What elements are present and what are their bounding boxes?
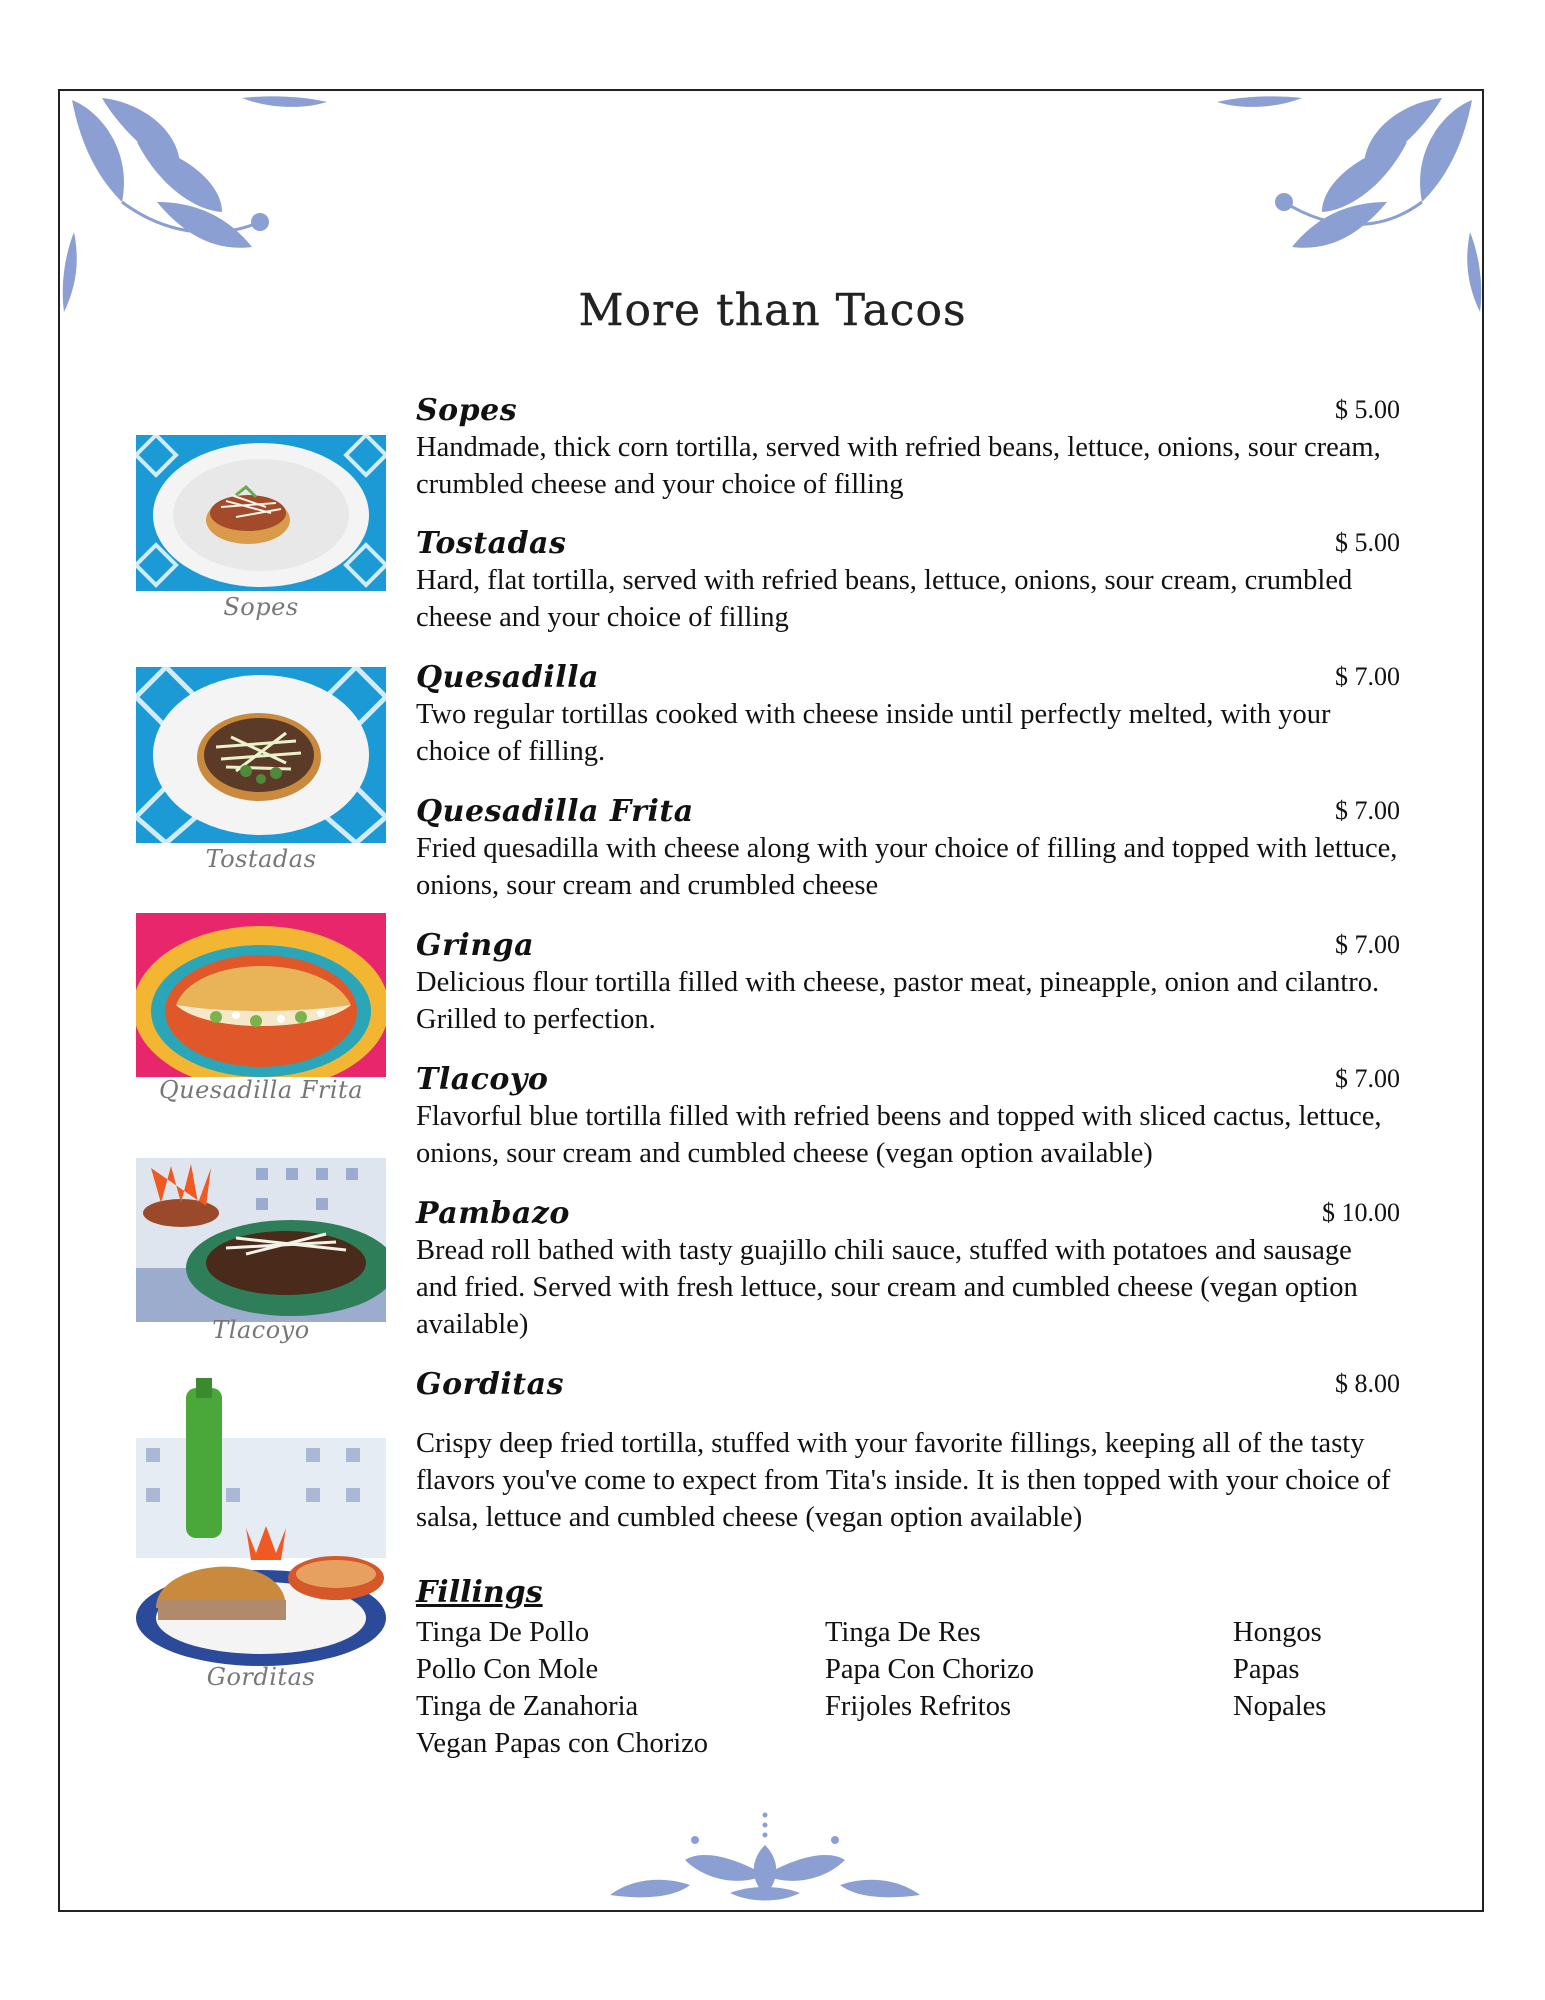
photo-tlacoyo xyxy=(136,1158,386,1322)
fillings-column-3 xyxy=(1233,1614,1326,1725)
bottom-center-ornament xyxy=(600,1805,930,1905)
filling-item: Tinga De Res xyxy=(825,1617,981,1648)
menu-item-tostadas xyxy=(416,526,1400,636)
item-description: Handmade, thick corn tortilla, served with refried beans, lettuce, onions, sour cream, crumbled cheese and your choice of filling xyxy=(416,432,1381,500)
item-description: Bread roll bathed with tasty guajillo chili sauce, stuffed with potatoes and sausage and fried. Served with fresh lettuce, sour cream and cumbled cheese (vegan option available) xyxy=(416,1235,1358,1340)
menu-item-tlacoyo xyxy=(416,1062,1400,1172)
fillings-title: Fillings xyxy=(416,1575,543,1610)
item-description: Delicious flour tortilla filled with cheese, pastor meat, pineapple, onion and cilantro. Grilled to perfection. xyxy=(416,967,1380,1035)
photo-gorditas xyxy=(136,1378,386,1668)
item-description: Flavorful blue tortilla filled with refried beens and topped with sliced cactus, lettuce, onions, sour cream and cumbled cheese (vegan option available) xyxy=(416,1101,1382,1169)
filling-item: Tinga De Pollo xyxy=(416,1617,590,1648)
item-price: $ 7.00 xyxy=(1335,662,1400,691)
fillings-column-2 xyxy=(825,1614,1034,1725)
photo-caption: Tlacoyo xyxy=(212,1316,310,1344)
photo-caption: Gorditas xyxy=(206,1663,316,1691)
menu-item-quesadilla xyxy=(416,660,1400,770)
item-name: Quesadilla xyxy=(416,660,599,695)
filling-item: Hongos xyxy=(1233,1617,1322,1648)
item-description: Crispy deep fried tortilla, stuffed with your favorite fillings, keeping all of the tasty flavors you've come to expect from Tita's inside. It is then topped with your choice of salsa, lettuce and cumbled cheese (vegan option available) xyxy=(416,1428,1391,1533)
item-price: $ 7.00 xyxy=(1335,796,1400,825)
top-right-ornament xyxy=(1212,92,1482,312)
item-price: $ 10.00 xyxy=(1322,1198,1400,1227)
menu-item-gorditas xyxy=(416,1367,1400,1536)
item-price: $ 7.00 xyxy=(1335,1064,1400,1093)
item-name: Pambazo xyxy=(416,1196,570,1231)
item-price: $ 5.00 xyxy=(1335,395,1400,424)
item-name: Quesadilla Frita xyxy=(416,794,694,829)
item-description: Two regular tortillas cooked with cheese inside until perfectly melted, with your choice of filling. xyxy=(416,699,1331,767)
item-price: $ 8.00 xyxy=(1335,1369,1400,1398)
item-price: $ 7.00 xyxy=(1335,930,1400,959)
filling-item: Frijoles Refritos xyxy=(825,1691,1012,1722)
photo-caption: Tostadas xyxy=(205,845,317,873)
page-title: More than Tacos xyxy=(578,285,967,336)
photo-caption: Sopes xyxy=(223,593,299,621)
photo-sopes xyxy=(136,435,386,591)
menu-item-sopes xyxy=(416,393,1400,503)
photo-quesadilla-frita xyxy=(136,913,386,1077)
menu-item-pambazo xyxy=(416,1196,1400,1343)
photo-tostadas xyxy=(136,667,386,843)
fillings-column-1 xyxy=(416,1614,708,1762)
item-description: Fried quesadilla with cheese along with your choice of filling and topped with lettuce, onions, sour cream and crumbled cheese xyxy=(416,833,1398,901)
top-left-ornament xyxy=(62,92,332,312)
item-name: Tlacoyo xyxy=(416,1062,549,1097)
filling-item: Papa Con Chorizo xyxy=(825,1654,1034,1685)
item-name: Tostadas xyxy=(416,526,567,561)
filling-item: Papas xyxy=(1233,1654,1300,1685)
item-name: Sopes xyxy=(416,393,518,428)
photo-caption: Quesadilla Frita xyxy=(158,1076,364,1104)
item-description: Hard, flat tortilla, served with refried beans, lettuce, onions, sour cream, crumbled cheese and your choice of filling xyxy=(416,565,1353,633)
item-price: $ 5.00 xyxy=(1335,528,1400,557)
menu-item-gringa xyxy=(416,928,1400,1038)
filling-item: Tinga de Zanahoria xyxy=(416,1691,639,1722)
item-name: Gringa xyxy=(416,928,535,963)
menu-item-quesadilla-frita xyxy=(416,794,1400,904)
filling-item: Nopales xyxy=(1233,1691,1327,1722)
filling-item: Pollo Con Mole xyxy=(416,1654,599,1685)
filling-item: Vegan Papas con Chorizo xyxy=(416,1728,709,1759)
item-name: Gorditas xyxy=(416,1367,564,1402)
